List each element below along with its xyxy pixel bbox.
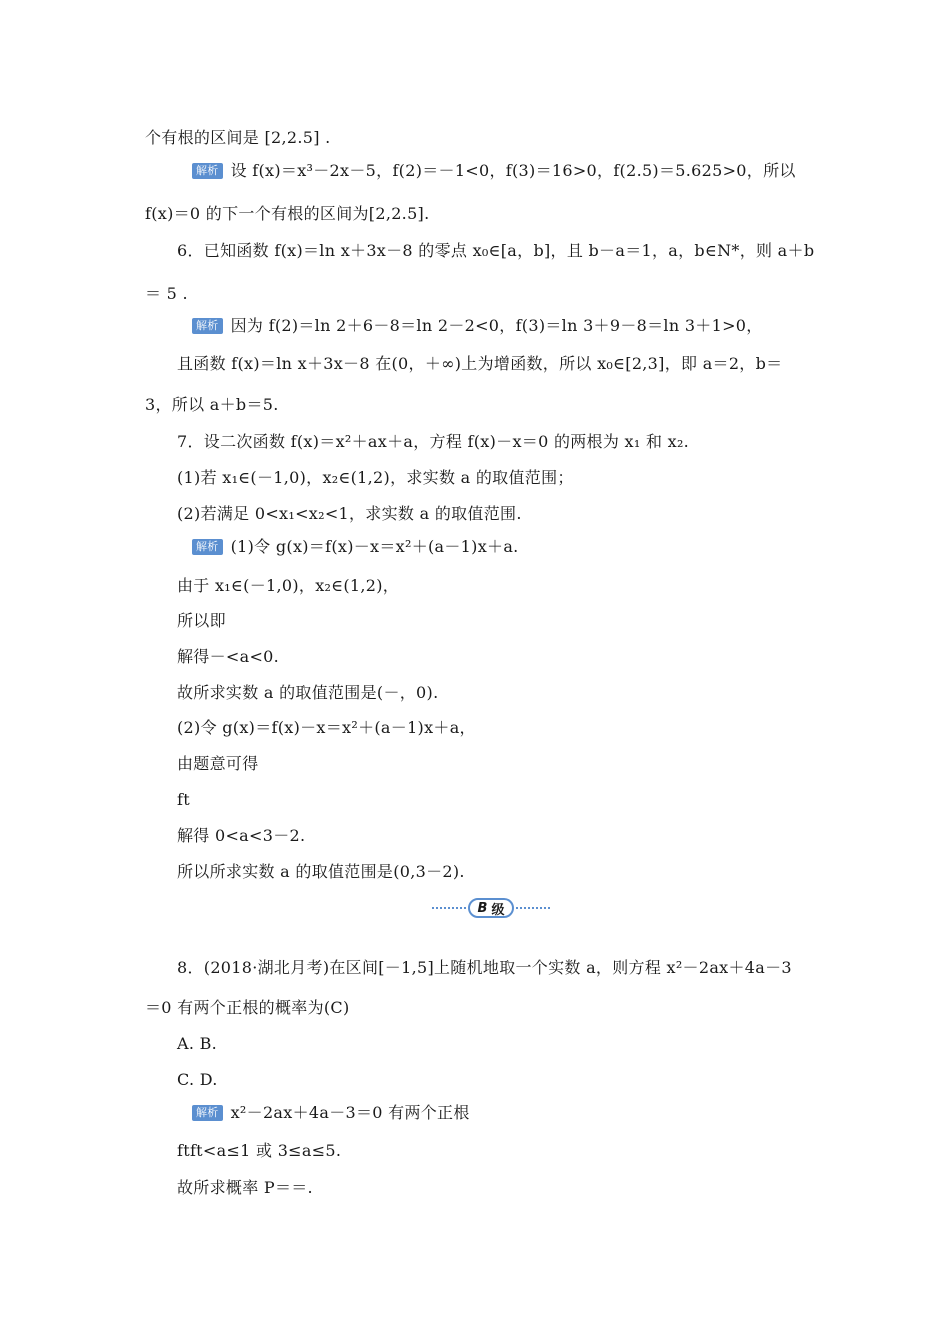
text-line: [192, 160, 796, 182]
line-text: ＝0 有两个正根的概率为(C): [145, 998, 350, 1017]
line-text: 个有根的区间是 [2,2.5] .: [145, 128, 331, 147]
line-text: (1)若 x₁∈(－1,0)，x₂∈(1,2)，求实数 a 的取值范围；: [177, 468, 574, 487]
text-line: [177, 957, 792, 979]
line-text: x²－2ax＋4a－3＝0 有两个正根: [230, 1103, 470, 1122]
line-text: 6．已知函数 f(x)＝ln x＋3x－8 的零点 x₀∈[a，b]，且 b－a＝1，a，b∈N*，则 a＋b: [177, 241, 815, 260]
analysis-tag: 解析: [192, 318, 223, 334]
text-line: [177, 240, 814, 262]
divider-dots-right: [516, 907, 550, 909]
line-text: A. B.: [177, 1034, 218, 1053]
line-text: ＝ 5 .: [145, 284, 188, 303]
line-text: 设 f(x)＝x³－2x－5，f(2)＝－1<0，f(3)＝16>0，f(2.5)＝5.625>0，所以: [230, 161, 796, 180]
line-text: ftft<a≤1 或 3≤a≤5.: [177, 1141, 342, 1160]
text-line: [145, 283, 188, 305]
text-line: [177, 431, 689, 453]
text-line: [192, 536, 519, 558]
text-line: [177, 861, 465, 883]
text-line: [177, 1069, 218, 1091]
line-text: 8．(2018·湖北月考)在区间[－1,5]上随机地取一个实数 a，则方程 x²－2ax＋4a－3: [177, 958, 792, 977]
line-text: 所以即: [177, 611, 226, 630]
line-text: 且函数 f(x)＝ln x＋3x－8 在(0，＋∞)上为增函数，所以 x₀∈[2,3]，即 a＝2，b＝: [177, 354, 783, 373]
line-text: C. D.: [177, 1070, 218, 1089]
section-badge-letter: B: [477, 900, 488, 916]
section-badge: [468, 898, 514, 918]
text-line: [177, 682, 438, 704]
text-line: [177, 610, 226, 632]
text-line: [177, 1140, 341, 1162]
analysis-tag: 解析: [192, 1105, 223, 1121]
text-line: [177, 503, 522, 525]
text-line: [177, 789, 190, 811]
text-line: [177, 646, 279, 668]
line-text: 7．设二次函数 f(x)＝x²＋ax＋a，方程 f(x)－x＝0 的两根为 x₁ 和 x₂.: [177, 432, 690, 451]
text-line: [145, 997, 350, 1019]
text-line: [192, 315, 763, 337]
line-text: (2)若满足 0<x₁<x₂<1，求实数 a 的取值范围.: [177, 504, 522, 523]
text-line: [177, 1033, 217, 1055]
section-badge-label: 级: [491, 902, 505, 918]
text-line: [177, 753, 259, 775]
analysis-tag: 解析: [192, 163, 223, 179]
text-line: [177, 717, 476, 739]
text-line: [145, 394, 279, 416]
analysis-tag: 解析: [192, 539, 223, 555]
divider-dots-left: [432, 907, 466, 909]
text-line: [145, 203, 429, 225]
text-line: [177, 1177, 313, 1199]
line-text: 由于 x₁∈(－1,0)，x₂∈(1,2)，: [177, 576, 400, 595]
line-text: 解得－<a<0.: [177, 647, 280, 666]
text-line: [177, 353, 782, 375]
line-text: (1)令 g(x)＝f(x)－x＝x²＋(a－1)x＋a.: [230, 537, 519, 556]
line-text: (2)令 g(x)＝f(x)－x＝x²＋(a－1)x＋a，: [177, 718, 476, 737]
line-text: ft: [177, 790, 190, 809]
line-text: 因为 f(2)＝ln 2＋6－8＝ln 2－2<0，f(3)＝ln 3＋9－8＝ln 3＋1>0，: [230, 316, 763, 335]
text-line: [192, 1102, 470, 1124]
line-text: f(x)＝0 的下一个有根的区间为[2,2.5].: [145, 204, 430, 223]
section-divider: [432, 898, 550, 918]
text-line: [145, 127, 331, 149]
line-text: 由题意可得: [177, 754, 259, 773]
line-text: 解得 0<a<3－2.: [177, 826, 306, 845]
line-text: 故所求实数 a 的取值范围是(－，0).: [177, 683, 439, 702]
line-text: 3，所以 a＋b＝5.: [145, 395, 279, 414]
text-line: [177, 575, 399, 597]
text-line: [177, 825, 305, 847]
line-text: 故所求概率 P＝＝.: [177, 1178, 313, 1197]
text-line: [177, 467, 574, 489]
line-text: 所以所求实数 a 的取值范围是(0,3－2).: [177, 862, 465, 881]
